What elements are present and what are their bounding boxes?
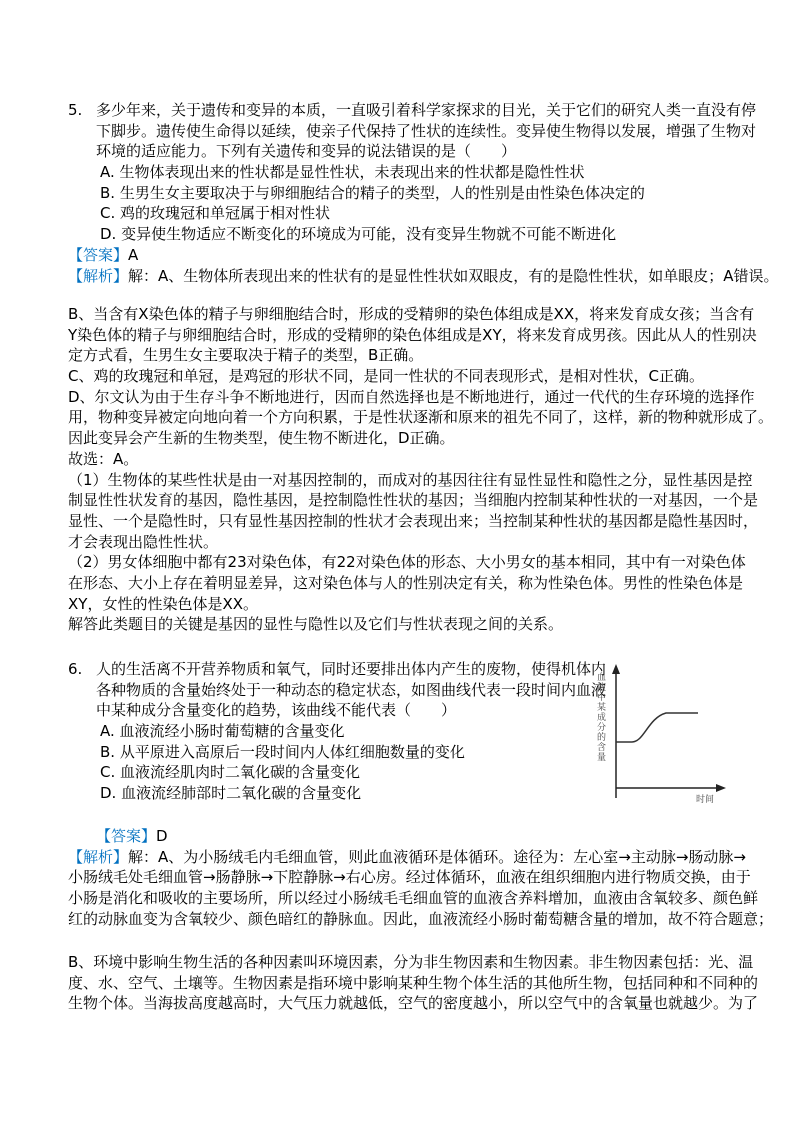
content-curve-figure — [588, 658, 738, 808]
analysis-line: 在形态、大小上存在着明显差异，这对染色体与人的性别决定有关，称为性染色体。男性的性染色体是 — [68, 573, 744, 592]
option-d: D. 血液流经肺部时二氧化碳的含量变化 — [100, 784, 362, 803]
analysis-line: 定方式看，生男生女主要取决于精子的类型，B正确。 — [68, 346, 424, 365]
analysis-line: B、当含有X染色体的精子与卵细胞结合时，形成的受精卵的染色体组成是XX，将来发育成女孩；当含有 — [68, 305, 755, 323]
analysis-line: 才会表现出隐性性状。 — [68, 532, 219, 551]
question-stem-line: 下脚步。遗传使生命得以延续，使亲子代保持了性状的连续性。变异使生物得以发展，增强了生物对 — [96, 121, 757, 140]
analysis-line: 显性、一个是隐性时，只有显性基因控制的性状才会表现出来；当控制某种性状的基因都是隐性基因时， — [68, 511, 759, 530]
x-axis-label: 时间 — [696, 795, 715, 805]
analysis-line: 故选：A。 — [68, 449, 139, 468]
y-axis-arrow — [612, 664, 620, 674]
question-5 — [68, 100, 779, 286]
analysis-line: XY，女性的性染色体是XX。 — [68, 594, 258, 613]
option-d: D. 变异使生物适应不断变化的环境成为可能，没有变异生物就不可能不断进化 — [100, 225, 617, 244]
question-stem-line: 多少年来，关于遗传和变异的本质，一直吸引着科学家探求的目光，关于它们的研究人类一直没有停 — [96, 101, 757, 119]
analysis-line — [68, 266, 779, 287]
analysis-line: 小肠是消化和吸收的主要场所，所以经过小肠绒毛毛细血管的血液含养料增加，血液由含氧较多、颜色鲜 — [68, 889, 759, 908]
question-stem-line: 中某种成分含量变化的趋势，该曲线不能代表（ ） — [96, 701, 457, 720]
option-c: C. 鸡的玫瑰冠和单冠属于相对性状 — [100, 204, 331, 223]
answer-value: A — [128, 245, 139, 264]
analysis-line: 红的动脉血变为含氧较少、颜色暗红的静脉血。因此，血液流经小肠时葡萄糖含量的增加，故不符合题意； — [68, 909, 774, 928]
option-b: B. 生男生女主要取决于与卵细胞结合的精子的类型，人的性别是由性染色体决定的 — [100, 183, 645, 202]
analysis-line: （2）男女体细胞中都有23对染色体，有22对染色体的形态、大小男女的基本相同，其中有一对染色体 — [68, 553, 746, 572]
analysis-text: 解：A、生物体所表现出来的性状有的是显性性状如双眼皮，有的是隐性性状，如单眼皮；A错误。 — [128, 266, 779, 285]
option-c: C. 血液流经肌肉时二氧化碳的含量变化 — [100, 763, 361, 782]
analysis-line: 小肠绒毛处毛细血管→肠静脉→下腔静脉→右心房。经过体循环，血液在组织细胞内进行物质交换，由于 — [68, 868, 751, 887]
answer-line — [68, 245, 779, 266]
analysis-line: （1）生物体的某些性状是由一对基因控制的，而成对的基因往往有显性显性和隐性之分，显性基因是控 — [68, 470, 753, 489]
answer-value: D — [156, 827, 168, 845]
option-a: A. 生物体表现出来的性状都是显性性状，未表现出来的性状都是隐性性状 — [100, 163, 585, 182]
answer-tag: 【答案】 — [68, 245, 129, 264]
analysis-line: 度、水、空气、土壤等。生物因素是指环境中影响某种生物个体生活的其他所生物，包括同种和不同种的 — [68, 973, 759, 992]
option-a: A. 血液流经小肠时葡萄糖的含量变化 — [100, 722, 345, 741]
option-b: B. 从平原进入高原后一段时间内人体红细胞数量的变化 — [100, 742, 465, 761]
question-number: 6. — [68, 660, 83, 678]
analysis-line: 因此变异会产生新的生物类型，使生物不断进化，D正确。 — [68, 429, 455, 448]
question-6 — [68, 659, 606, 804]
analysis-tag: 【解析】 — [68, 847, 129, 866]
analysis-line: 制显性性状发育的基因，隐性基因，是控制隐性性状的基因；当细胞内控制某种性状的一对基因，一个是 — [68, 491, 759, 510]
analysis-line: C、鸡的玫瑰冠和单冠，是鸡冠的形状不同，是同一性状的不同表现形式，是相对性状，C正确。 — [68, 367, 704, 386]
analysis-text: 解：A、为小肠绒毛内毛细血管，则此血液循环是体循环。途径为：左心室→主动脉→肠动脉→ — [128, 847, 746, 866]
analysis-line: B、环境中影响生物生活的各种因素叫环境因素，分为非生物因素和生物因素。非生物因素包括：光、温 — [68, 953, 754, 971]
analysis-tag: 【解析】 — [68, 266, 129, 285]
analysis-line — [68, 847, 773, 868]
analysis-line: 用，物种变异被定向地向着一个方向积累，于是性状逐渐和原来的祖先不同了，这样，新的物种就形成了。 — [68, 408, 774, 427]
question-number: 5. — [68, 101, 83, 119]
question-stem-line: 各种物质的含量始终处于一种动态的稳定状态，如图曲线代表一段时间内血液 — [96, 680, 607, 699]
q5-analysis-body — [68, 304, 773, 635]
y-axis-label: 血液中某成分的含量 — [595, 672, 605, 762]
x-axis-arrow — [716, 784, 726, 792]
analysis-line: Y染色体的精子与卵细胞结合时，形成的受精卵的染色体组成是XY，将来发育成男孩。因此从人的性别决 — [68, 325, 757, 344]
q6-answer — [68, 826, 773, 929]
question-stem-line: 环境的适应能力。下列有关遗传和变异的说法错误的是（ ） — [96, 142, 517, 161]
answer-line — [68, 826, 773, 847]
analysis-line: 解答此类题目的关键是基因的显性与隐性以及它们与性状表现之间的关系。 — [68, 615, 564, 634]
analysis-line: D、尔文认为由于生存斗争不断地进行，因而自然选择也是不断地进行，通过一代代的生存环境的选择作 — [68, 387, 755, 406]
question-stem-line: 人的生活离不开营养物质和氧气，同时还要排出体内产生的废物，使得机体内 — [96, 660, 607, 678]
curve — [616, 713, 698, 742]
analysis-line: 生物个体。当海拔高度越高时，大气压力就越低，空气的密度越小，所以空气中的含氧量也就越少。为了 — [68, 994, 759, 1013]
answer-tag: 【答案】 — [96, 827, 157, 845]
q6-analysis-b — [68, 952, 758, 1014]
